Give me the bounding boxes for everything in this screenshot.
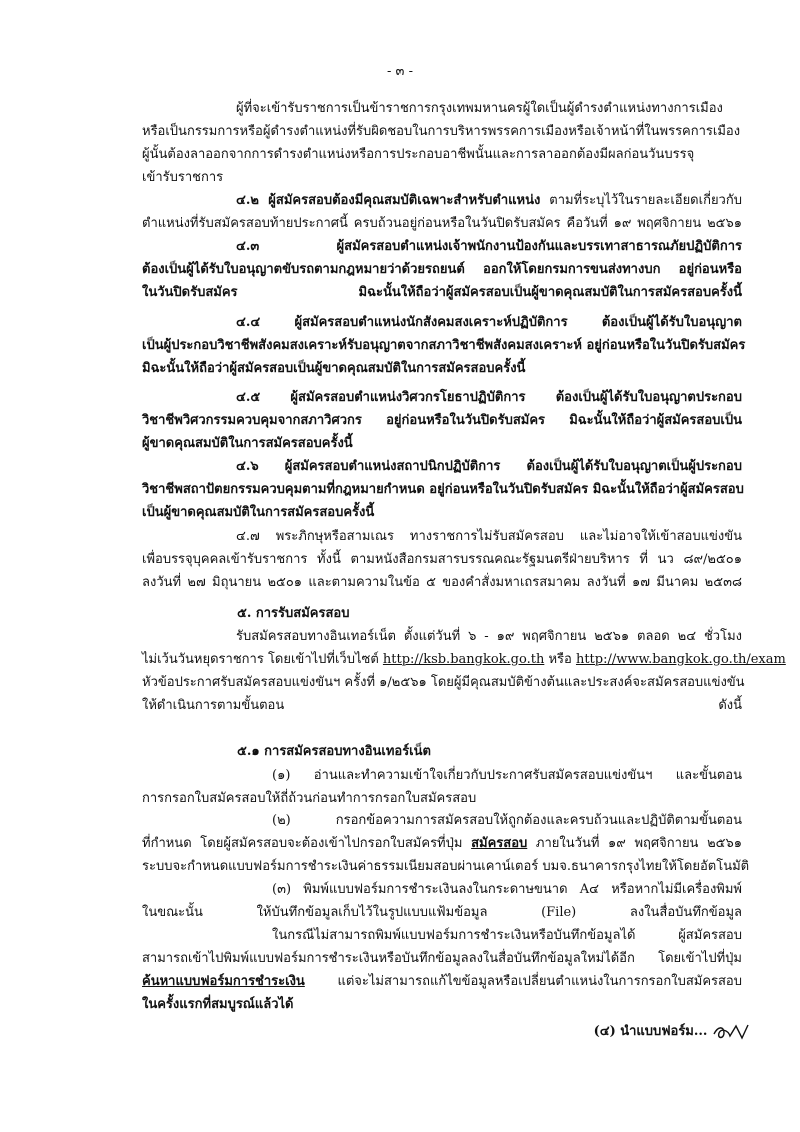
text-line: ตำแหน่งที่รับสมัครสอบท้ายประกาศนี้ ครบถ้วนอยู่ก่อนหรือในวันปิดรับสมัคร คือวันที่ ๑๙ พฤศจิกายน ๒๕๖๑ bbox=[142, 216, 742, 231]
paragraph-4-2 bbox=[142, 189, 742, 235]
text-line: ในครั้งแรกที่สมบูรณ์แล้วได้ bbox=[142, 997, 294, 1012]
text-line: (๒) กรอกข้อความการสมัครสอบให้ถูกต้องและครบถ้วนและปฏิบัติตามขั้นตอน bbox=[272, 813, 742, 828]
page-number: - ๓ - bbox=[387, 64, 413, 79]
text-line bbox=[142, 832, 742, 855]
step-1 bbox=[142, 764, 742, 810]
text-span: ไม่เว้นวันหยุดราชการ โดยเข้าไปที่เว็บไซต์ bbox=[142, 652, 383, 667]
bold-text: ๔.๒ ผู้สมัครสอบต้องมีคุณสมบัติเฉพาะสำหรับตำแหน่ง bbox=[236, 193, 541, 208]
text-line: สามารถเข้าไปพิมพ์แบบฟอร์มการชำระเงินหรือบันทึกข้อมูลลงในสื่อบันทึกข้อมูลใหม่ได้อีก โดยเข้าไปที่ปุ่ม bbox=[142, 951, 742, 966]
text-line: หรือเป็นกรรมการหรือผู้ดำรงตำแหน่งที่รับผิดชอบในการบริหารพรรคการเมืองหรือเจ้าหน้าที่ในพรรคการเมือง bbox=[142, 124, 741, 139]
text-line: ๔.๔ ผู้สมัครสอบตำแหน่งนักสังคมสงเคราะห์ปฏิบัติการ ต้องเป็นผู้ได้รับใบอนุญาต bbox=[236, 315, 742, 330]
text-line: ผู้นั้นต้องลาออกจากการดำรงตำแหน่งหรือการประกอบอาชีพนั้นและการลาออกต้องมีผลก่อนวันบรรจุ bbox=[142, 147, 695, 162]
text-line: ต้องเป็นผู้ได้รับใบอนุญาตขับรถตามกฎหมายว่าด้วยรถยนต์ ออกให้โดยกรมการขนส่งทางบก อยู่ก่อนหรือ bbox=[142, 262, 742, 277]
text-line: เป็นผู้ประกอบวิชาชีพสังคมสงเคราะห์รับอนุญาตจากสภาวิชาชีพสังคมสงเคราะห์ อยู่ก่อนหรือในวันปิดรับสมัคร bbox=[142, 338, 746, 353]
text-line: ผู้ที่จะเข้ารับราชการเป็นข้าราชการกรุงเทพมหานครผู้ใดเป็นผู้ดำรงตำแหน่งทางการเมือง bbox=[236, 101, 723, 116]
website-link-exam[interactable]: http://www.bangkok.go.th/exam bbox=[575, 652, 786, 667]
step-3-note bbox=[142, 924, 742, 1016]
text-line: การกรอกใบสมัครสอบให้ถี่ถ้วนก่อนทำการกรอกใบสมัครสอบ bbox=[142, 791, 477, 806]
text-line: เป็นผู้ขาดคุณสมบัติในการสมัครสอบครั้งนี้ bbox=[142, 505, 375, 520]
text-span: ตามที่ระบุไว้ในรายละเอียดเกี่ยวกับ bbox=[540, 193, 742, 208]
text-line bbox=[142, 970, 742, 993]
text-line: ๔.๕ ผู้สมัครสอบตำแหน่งวิศวกรโยธาปฏิบัติการ ต้องเป็นผู้ได้รับใบอนุญาตประกอบ bbox=[236, 390, 742, 405]
step-3 bbox=[142, 878, 742, 924]
paragraph-4-4 bbox=[142, 311, 746, 380]
section-heading-5: ๕. การรับสมัครสอบ bbox=[237, 606, 350, 621]
text-line: (๓) พิมพ์แบบฟอร์มการชำระเงินลงในกระดาษขนาด A๔ หรือหากไม่มีเครื่องพิมพ์ bbox=[272, 882, 742, 897]
text-line bbox=[142, 189, 742, 212]
footer-text: (๔) นำแบบฟอร์ม... bbox=[593, 1024, 708, 1039]
text-span: ภายในวันที่ ๑๙ พฤศจิกายน ๒๕๖๑ bbox=[527, 836, 742, 851]
apply-button-reference: สมัครสอบ bbox=[471, 836, 528, 851]
text-line: (๑) อ่านและทำความเข้าใจเกี่ยวกับประกาศรับสมัครสอบแข่งขันฯ และขั้นตอน bbox=[272, 768, 742, 783]
text-line: ๔.๓ ผู้สมัครสอบตำแหน่งเจ้าพนักงานป้องกันและบรรเทาสาธารณภัยปฏิบัติการ bbox=[236, 239, 742, 254]
text-line: ผู้ขาดคุณสมบัติในการสมัครสอบครั้งนี้ bbox=[142, 436, 353, 451]
search-payment-form-button-reference: ค้นหาแบบฟอร์มการชำระเงิน bbox=[142, 974, 305, 989]
website-link-ksb[interactable]: http://ksb.bangkok.go.th bbox=[382, 652, 545, 667]
text-line: วิชาชีพสถาปัตยกรรมควบคุมตามที่กฎหมายกำหนด อยู่ก่อนหรือในวันปิดรับสมัคร มิฉะนั้นให้ถือว่าผู้สมัครสอบ bbox=[142, 482, 744, 497]
text-span: ที่กำหนด โดยผู้สมัครสอบจะต้องเข้าไปกรอกใบสมัครที่ปุ่ม bbox=[142, 836, 472, 851]
text-line: มิฉะนั้นให้ถือว่าผู้สมัครสอบเป็นผู้ขาดคุณสมบัติในการสมัครสอบครั้งนี้ bbox=[142, 361, 526, 376]
text-line: ๔.๖ ผู้สมัครสอบตำแหน่งสถาปนิกปฏิบัติการ ต้องเป็นผู้ได้รับใบอนุญาตเป็นผู้ประกอบ bbox=[236, 459, 742, 474]
continuation-footer bbox=[594, 1020, 750, 1043]
paragraph-4-7 bbox=[142, 525, 742, 594]
text-line: ระบบจะกำหนดแบบฟอร์มการชำระเงินค่าธรรมเนียมสอบผ่านเคาน์เตอร์ บมจ.ธนาคารกรุงไทยให้โดยอัตโนมัติ bbox=[142, 859, 750, 874]
initial-signature-icon bbox=[712, 1022, 750, 1042]
text-line: เพื่อบรรจุบุคคลเข้ารับราชการ ทั้งนี้ ตามหนังสือกรมสารบรรณคณะรัฐมนตรีฝ่ายบริหาร ที่ นว ๘๙/๒๕๐๑ bbox=[142, 552, 742, 567]
paragraph-4-5 bbox=[142, 386, 742, 455]
text-line: หัวข้อประกาศรับสมัครสอบแข่งขันฯ ครั้งที่ ๑/๒๕๖๑ โดยผู้มีคุณสมบัติข้างต้นและประสงค์จะสมัครสอบแข่งขัน bbox=[142, 675, 745, 690]
text-line: ในกรณีไม่สามารถพิมพ์แบบฟอร์มการชำระเงินหรือบันทึกข้อมูลได้ ผู้สมัครสอบ bbox=[272, 928, 742, 943]
text-line: ให้ดำเนินการตามขั้นตอน ดังนี้ bbox=[142, 698, 742, 713]
text-line: ๔.๗ พระภิกษุหรือสามเณร ทางราชการไม่รับสมัครสอบ และไม่อาจให้เข้าสอบแข่งขัน bbox=[236, 529, 742, 544]
paragraph-5 bbox=[142, 625, 786, 717]
step-2 bbox=[142, 809, 750, 878]
paragraph-4-6 bbox=[142, 455, 742, 524]
text-line: เข้ารับราชการ bbox=[142, 170, 224, 185]
section-heading-5-1: ๕.๑ การสมัครสอบทางอินเทอร์เน็ต bbox=[237, 744, 431, 759]
text-line: ในขณะนั้น ให้บันทึกข้อมูลเก็บไว้ในรูปแบบแฟ้มข้อมูล (File) ลงในสื่อบันทึกข้อมูล bbox=[142, 905, 742, 920]
paragraph-intro bbox=[142, 97, 742, 189]
text-line: วิชาชีพวิศวกรรมควบคุมจากสภาวิศวกร อยู่ก่อนหรือในวันปิดรับสมัคร มิฉะนั้นให้ถือว่าผู้สมัครสอบเป็น bbox=[142, 413, 742, 428]
text-line: ในวันปิดรับสมัคร มิฉะนั้นให้ถือว่าผู้สมัครสอบเป็นผู้ขาดคุณสมบัติในการสมัครสอบครั้งนี้ bbox=[142, 285, 742, 300]
text-span: แต่จะไม่สามารถแก้ไขข้อมูลหรือเปลี่ยนตำแหน่งในการกรอกใบสมัครสอบ bbox=[304, 974, 742, 989]
paragraph-4-3 bbox=[142, 235, 742, 304]
text-line bbox=[142, 648, 786, 671]
text-line: ลงวันที่ ๒๗ มิถุนายน ๒๕๐๑ และตามความในข้อ ๕ ของคำสั่งมหาเถรสมาคม ลงวันที่ ๑๗ มีนาคม ๒๕๓๘ bbox=[142, 575, 742, 590]
text-span: หรือ bbox=[544, 652, 576, 667]
text-line: รับสมัครสอบทางอินเทอร์เน็ต ตั้งแต่วันที่ ๖ - ๑๙ พฤศจิกายน ๒๕๖๑ ตลอด ๒๔ ชั่วโมง bbox=[236, 629, 742, 644]
